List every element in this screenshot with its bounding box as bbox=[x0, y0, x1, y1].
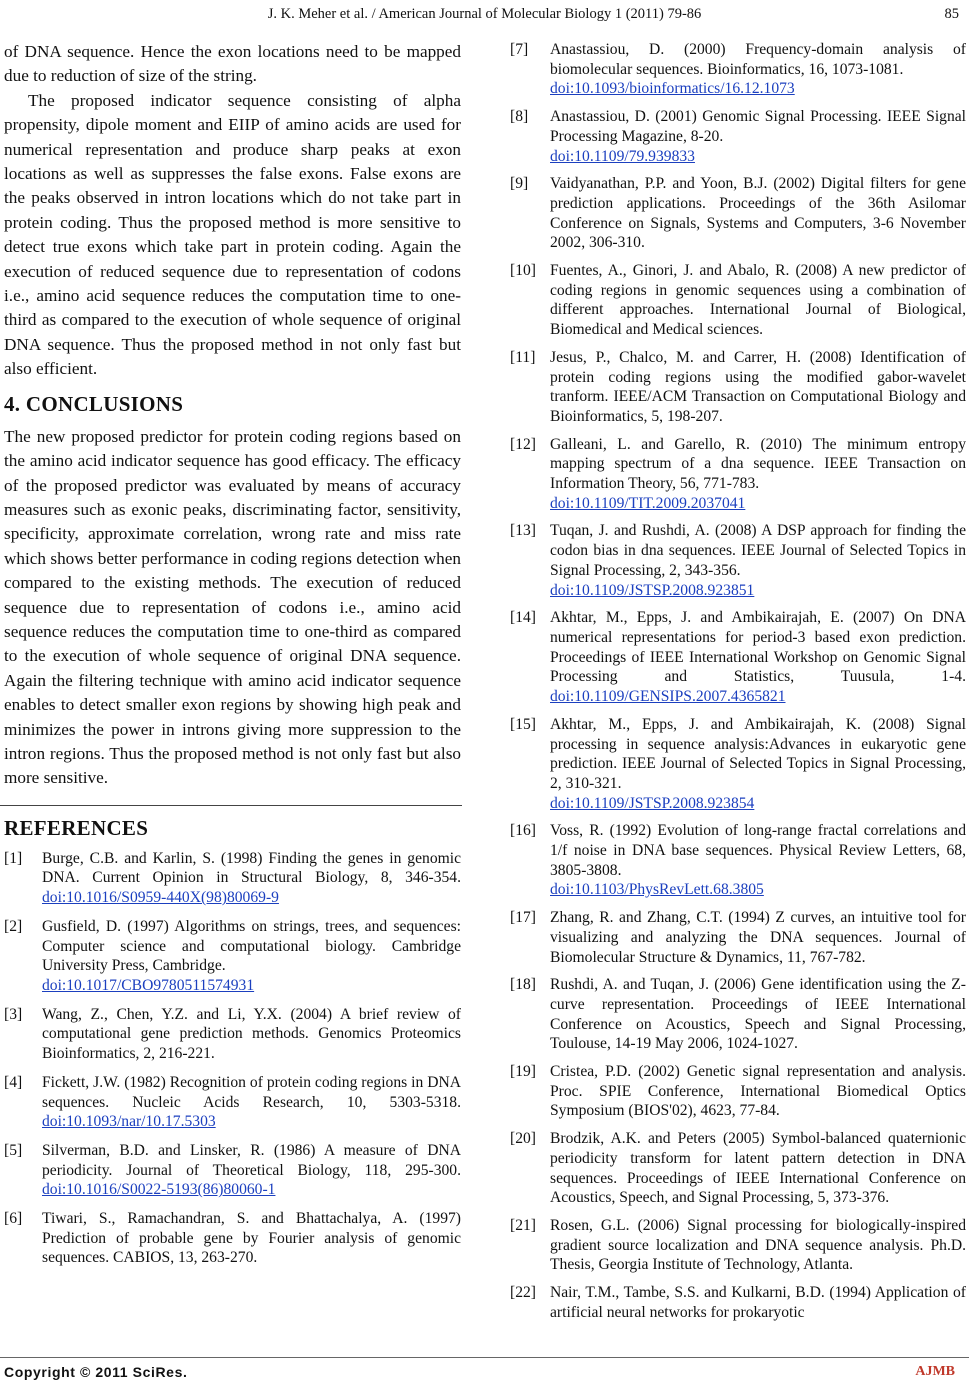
body-paragraph-2: The proposed indicator sequence consisting of alpha propensity, dipole moment and EIIP of amino acids are used for numerical representation and produce sharp peaks at exon locations as well as suppresses the false exons. False exons are the peaks observed in intron locations which do not take part in protein coding. Thus the proposed method is more sensitive to detect true exons which take part in protein coding. Again the execution of reduced sequence due to representation of codons i.e., amino acid sequence reduces the computation time to one-third as compared to the execution of whole sequence of original DNA sequence. Thus the proposed method in not only fast but also efficient. bbox=[4, 90, 461, 379]
reference-item bbox=[510, 261, 966, 340]
reference-item bbox=[510, 608, 966, 707]
doi-link[interactable]: doi:10.1093/bioinformatics/16.12.1073 bbox=[550, 80, 795, 98]
reference-number: [20] bbox=[510, 1130, 536, 1148]
reference-number: [16] bbox=[510, 822, 536, 840]
reference-text: Silverman, B.D. and Linsker, R. (1986) A measure of DNA periodicity. Journal of Theoretical Biology, 118, 295-300. bbox=[42, 1141, 461, 1179]
reference-item bbox=[510, 975, 966, 1054]
doi-link[interactable]: doi:10.1016/S0022-5193(86)80060-1 bbox=[42, 1181, 276, 1199]
reference-number: [15] bbox=[510, 715, 536, 733]
reference-text: Nair, T.M., Tambe, S.S. and Kulkarni, B.D. (1994) Application of artificial neural networks for prokaryotic bbox=[550, 1284, 966, 1321]
page-number: 85 bbox=[944, 6, 959, 22]
reference-item bbox=[4, 1209, 461, 1268]
reference-number: [8] bbox=[510, 108, 529, 126]
footer-divider bbox=[0, 1357, 969, 1358]
doi-link[interactable]: doi:10.1109/TIT.2009.2037041 bbox=[550, 494, 746, 512]
doi-link[interactable]: doi:10.1016/S0959-440X(98)80069-9 bbox=[42, 889, 279, 907]
doi-link[interactable]: doi:10.1109/JSTSP.2008.923851 bbox=[550, 581, 755, 599]
reference-item bbox=[510, 1129, 966, 1208]
reference-text: Tiwari, S., Ramachandran, S. and Bhattachalya, A. (1997) Prediction of probable gene by Fourier analysis of genomic sequences. CABIOS, 13, 263-270. bbox=[42, 1210, 461, 1267]
reference-text: Tuqan, J. and Rushdi, A. (2008) A DSP approach for finding the codon bias in dna sequences. IEEE Journal of Selected Topics in Signal Processing, 2, 343-356. bbox=[550, 522, 966, 579]
reference-number: [14] bbox=[510, 609, 536, 627]
reference-number: [21] bbox=[510, 1216, 536, 1234]
left-column bbox=[4, 40, 461, 1277]
running-header bbox=[0, 6, 969, 26]
section-divider bbox=[0, 805, 462, 806]
body-paragraph-1: of DNA sequence. Hence the exon locations need to be mapped due to reduction of size of the string. bbox=[4, 42, 461, 86]
reference-number: [2] bbox=[4, 917, 23, 935]
reference-number: [12] bbox=[510, 435, 536, 453]
copyright-notice: Copyright © 2011 SciRes. bbox=[4, 1364, 188, 1380]
reference-text: Gusfield, D. (1997) Algorithms on strings, trees, and sequences: Computer science and computational biology. Cambridge University Press, Cambridge. bbox=[42, 917, 461, 975]
reference-number: [9] bbox=[510, 175, 529, 193]
reference-text: Fickett, J.W. (1982) Recognition of protein coding regions in DNA sequences. Nucleic Acids Research, 10, 5303-5318. bbox=[42, 1073, 461, 1111]
reference-text: Brodzik, A.K. and Peters (2005) Symbol-balanced quaternionic periodicity transform for latent pattern detection in DNA sequences. Proceedings of IEEE International Conference on Acoustics, Speech, and Signal Processing, 5, 373-376. bbox=[550, 1130, 966, 1207]
running-head: J. K. Meher et al. / American Journal of Molecular Biology 1 (2011) 79-86 bbox=[267, 6, 702, 22]
reference-number: [5] bbox=[4, 1141, 23, 1159]
reference-text: Vaidyanathan, P.P. and Yoon, B.J. (2002) Digital filters for gene prediction applications. Proceedings of the 36th Asilomar Conference on Signals, Systems and Computers, 3-6 November 2002, 306-310. bbox=[550, 175, 966, 252]
doi-link[interactable]: doi:10.1109/GENSIPS.2007.4365821 bbox=[550, 688, 786, 706]
reference-number: [11] bbox=[510, 348, 536, 366]
doi-link[interactable]: doi:10.1017/CBO9780511574931 bbox=[42, 977, 255, 994]
reference-number: [18] bbox=[510, 976, 536, 994]
reference-number: [3] bbox=[4, 1005, 23, 1023]
reference-list-left bbox=[4, 849, 461, 1268]
doi-link[interactable]: doi:10.1093/nar/10.17.5303 bbox=[42, 1113, 216, 1131]
reference-number: [1] bbox=[4, 849, 23, 867]
reference-number: [19] bbox=[510, 1063, 536, 1081]
reference-number: [10] bbox=[510, 262, 536, 280]
reference-item bbox=[510, 174, 966, 253]
reference-item bbox=[4, 849, 461, 908]
reference-item bbox=[510, 821, 966, 900]
reference-item bbox=[510, 908, 966, 967]
reference-text: Galleani, L. and Garello, R. (2010) The minimum entropy mapping spectrum of a dna sequence. IEEE Transaction on Information Theory, 56, 771-783. bbox=[550, 435, 966, 493]
reference-text: Burge, C.B. and Karlin, S. (1998) Finding the genes in genomic DNA. Current Opinion in Structural Biology, 8, 346-354. bbox=[42, 849, 461, 887]
reference-number: [6] bbox=[4, 1210, 23, 1228]
reference-item bbox=[510, 40, 966, 99]
doi-link[interactable]: doi:10.1109/79.939833 bbox=[550, 147, 695, 165]
reference-text: Zhang, R. and Zhang, C.T. (1994) Z curves, an intuitive tool for visualizing and analyzing the DNA sequences. Journal of Biomolecular Structure & Dynamics, 11, 767-782. bbox=[550, 909, 966, 966]
reference-text: Akhtar, M., Epps, J. and Ambikairajah, E. (2007) On DNA numerical representations for period-3 based exon prediction. Proceedings of IEEE International Workshop on Genomic Signal Processing and Statistics, Tuusula, 1-4. bbox=[550, 609, 966, 686]
reference-text: Anastassiou, D. (2000) Frequency-domain analysis of biomolecular sequences. Bioinformatics, 16, 1073-1081. bbox=[550, 41, 966, 78]
reference-item bbox=[510, 1216, 966, 1275]
reference-item bbox=[510, 521, 966, 600]
reference-item bbox=[510, 107, 966, 166]
references-heading: REFERENCES bbox=[4, 815, 149, 840]
conclusions-paragraph: The new proposed predictor for protein coding regions based on the amino acid indicator sequence has good efficacy. The efficacy of the proposed predictor was evaluated by means of accuracy measures such as exonic peaks, discriminating factor, sensitivity, specificity, approximate correlation, wrong rate and miss rate which shows better performance in coding regions detection when compared to the existing methods. The execution of reduced sequence due to representation of codons i.e., amino acid sequence reduces the computation time to one-third as compared to the execution of whole sequence of original DNA sequence. Again the filtering technique with amino acid indicator sequence enables to detect smaller exon regions by showing high peak and minimizes the power in introns giving more suppression to the intron regions. Thus the proposed method is not only fast but also more sensitive. bbox=[4, 426, 461, 788]
reference-item bbox=[510, 1283, 966, 1322]
reference-text: Wang, Z., Chen, Y.Z. and Li, Y.X. (2004) A brief review of computational gene prediction methods. Genomics Proteomics Bioinformatics, 2, 216-221. bbox=[42, 1005, 461, 1063]
reference-text: Anastassiou, D. (2001) Genomic Signal Processing. IEEE Signal Processing Magazine, 8-20. bbox=[550, 108, 966, 145]
reference-item bbox=[4, 1141, 461, 1200]
reference-text: Cristea, P.D. (2002) Genetic signal representation and analysis. Proc. SPIE Conference, International Biomedical Optics Symposium (BIOS'02), 4623, 77-84. bbox=[550, 1063, 966, 1120]
reference-number: [17] bbox=[510, 909, 536, 927]
reference-number: [7] bbox=[510, 41, 529, 58]
reference-number: [13] bbox=[510, 522, 536, 540]
doi-link[interactable]: doi:10.1103/PhysRevLett.68.3805 bbox=[550, 881, 764, 899]
reference-text: Jesus, P., Chalco, M. and Carrer, H. (2008) Identification of protein coding regions using the modified gabor-wavelet tranform. IEEE/ACM Transaction on Computational Biology and Bioinformatics, 5, 198-207. bbox=[550, 348, 966, 425]
doi-link[interactable]: doi:10.1109/JSTSP.2008.923854 bbox=[550, 794, 755, 812]
reference-item bbox=[510, 348, 966, 427]
reference-number: [22] bbox=[510, 1284, 536, 1302]
reference-text: Rosen, G.L. (2006) Signal processing for biologically-inspired gradient source localization and DNA sequence analysis. Ph.D. Thesis, Georgia Institute of Technology, Atlanta. bbox=[550, 1216, 966, 1274]
reference-item bbox=[510, 1062, 966, 1121]
reference-text: Rushdi, A. and Tuqan, J. (2006) Gene identification using the Z-curve representation. Proceedings of IEEE International Conference on Acoustics, Speech and Signal Processing, Toulouse, 14-19 May 2006, 1024-1027. bbox=[550, 976, 966, 1053]
right-column bbox=[510, 40, 966, 1330]
reference-item bbox=[510, 435, 966, 514]
reference-number: [4] bbox=[4, 1073, 23, 1091]
reference-item bbox=[510, 715, 966, 814]
reference-item bbox=[4, 917, 461, 996]
reference-text: Voss, R. (1992) Evolution of long-range fractal correlations and 1/f noise in DNA base sequences. Physical Review Letters, 68, 3805-3808. bbox=[550, 822, 966, 879]
conclusions-heading: 4. CONCLUSIONS bbox=[4, 391, 184, 416]
reference-item bbox=[4, 1005, 461, 1064]
reference-text: Fuentes, A., Ginori, J. and Abalo, R. (2008) A new predictor of coding regions in genomic sequences using a combination of different approaches. International Journal of Biological, Biomedical and Medical sciences. bbox=[550, 262, 966, 339]
reference-text: Akhtar, M., Epps, J. and Ambikairajah, K. (2008) Signal processing in sequence analysis:Advances in eukaryotic gene prediction. IEEE Journal of Selected Topics in Signal Processing, 2, 310-321. bbox=[550, 715, 966, 792]
reference-item bbox=[4, 1073, 461, 1132]
journal-abbreviation: AJMB bbox=[915, 1364, 955, 1379]
